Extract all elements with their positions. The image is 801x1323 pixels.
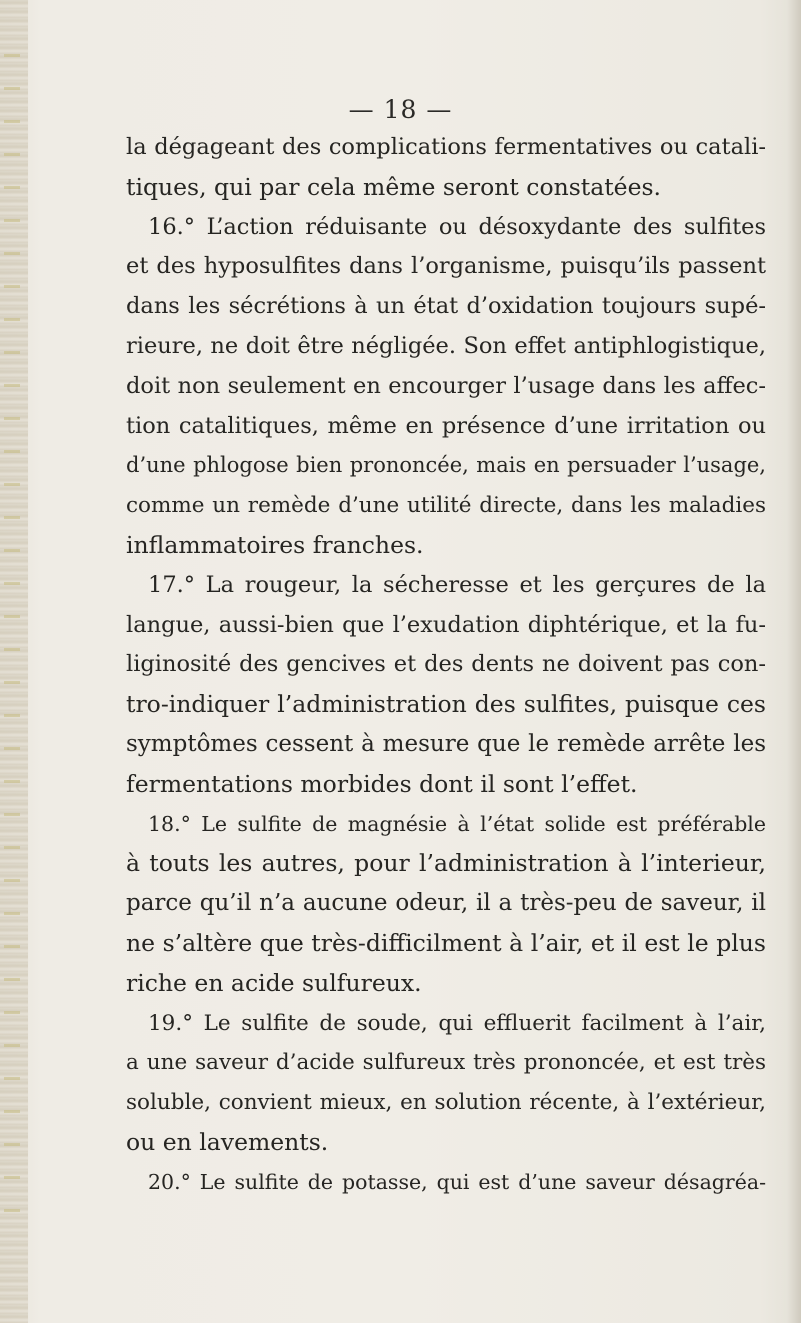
text-line: 16.° L’action réduisante ou désoxydante des sulfites (148, 213, 766, 240)
binding-stitching (4, 40, 20, 1240)
text-line: tro-indiquer l’administration des sulfites, puisque ces (126, 690, 766, 719)
text-line: d’une phlogose bien prononcée, mais en persuader l’usage, (126, 453, 766, 478)
page-right-edge (787, 0, 801, 1323)
text-line: riche en acide sulfureux. (126, 968, 422, 997)
text-line: symptômes cessent à mesure que le remède arrête les (126, 730, 766, 757)
text-line: doit non seulement en encourger l’usage dans les affec- (126, 372, 766, 399)
text-line: a une saveur d’acide sulfureux très prononcée, et est très (126, 1050, 766, 1076)
text-line: ne s’altère que très-difficilment à l’air, et il est le plus (126, 928, 766, 957)
body-text (126, 128, 766, 1203)
page-number: — 18 — (348, 95, 453, 124)
text-line: parce qu’il n’a aucune odeur, il a très-peu de saveur, il (126, 890, 766, 917)
text-line: 18.° Le sulfite de magnésie à l’état solide est préférable (148, 811, 766, 836)
text-line: dans les sécrétions à un état d’oxidation toujours supé- (126, 293, 766, 320)
text-line: à touts les autres, pour l’administration à l’interieur, (126, 849, 766, 878)
text-line: 17.° La rougeur, la sécheresse et les gerçures de la (148, 571, 766, 598)
text-line: la dégageant des complications fermentatives ou catali- (126, 134, 766, 160)
text-line: rieure, ne doit être négligée. Son effet antiphlogistique, (126, 332, 766, 359)
text-line: langue, aussi-bien que l’exudation diphtérique, et la fu- (126, 611, 766, 638)
text-line: 19.° Le sulfite de soude, qui effluerit facilment à l’air, (148, 1010, 766, 1036)
text-line: inflammatoires franches. (126, 530, 424, 559)
text-line: comme un remède d’une utilité directe, dans les maladies (126, 493, 766, 519)
text-line: ou en lavements. (126, 1127, 329, 1156)
text-line: tiques, qui par cela même seront constatées. (126, 172, 662, 201)
text-line: 20.° Le sulfite de potasse, qui est d’une saveur désagréa- (148, 1169, 766, 1194)
text-line: et des hyposulfites dans l’organisme, puisqu’ils passent (126, 253, 766, 280)
text-line: tion catalitiques, même en présence d’une irritation ou (126, 412, 766, 439)
text-line: soluble, convient mieux, en solution récente, à l’extérieur, (126, 1090, 766, 1116)
text-line: fermentations morbides dont il sont l’effet. (126, 769, 638, 798)
text-line: liginosité des gencives et des dents ne doivent pas con- (126, 651, 766, 678)
